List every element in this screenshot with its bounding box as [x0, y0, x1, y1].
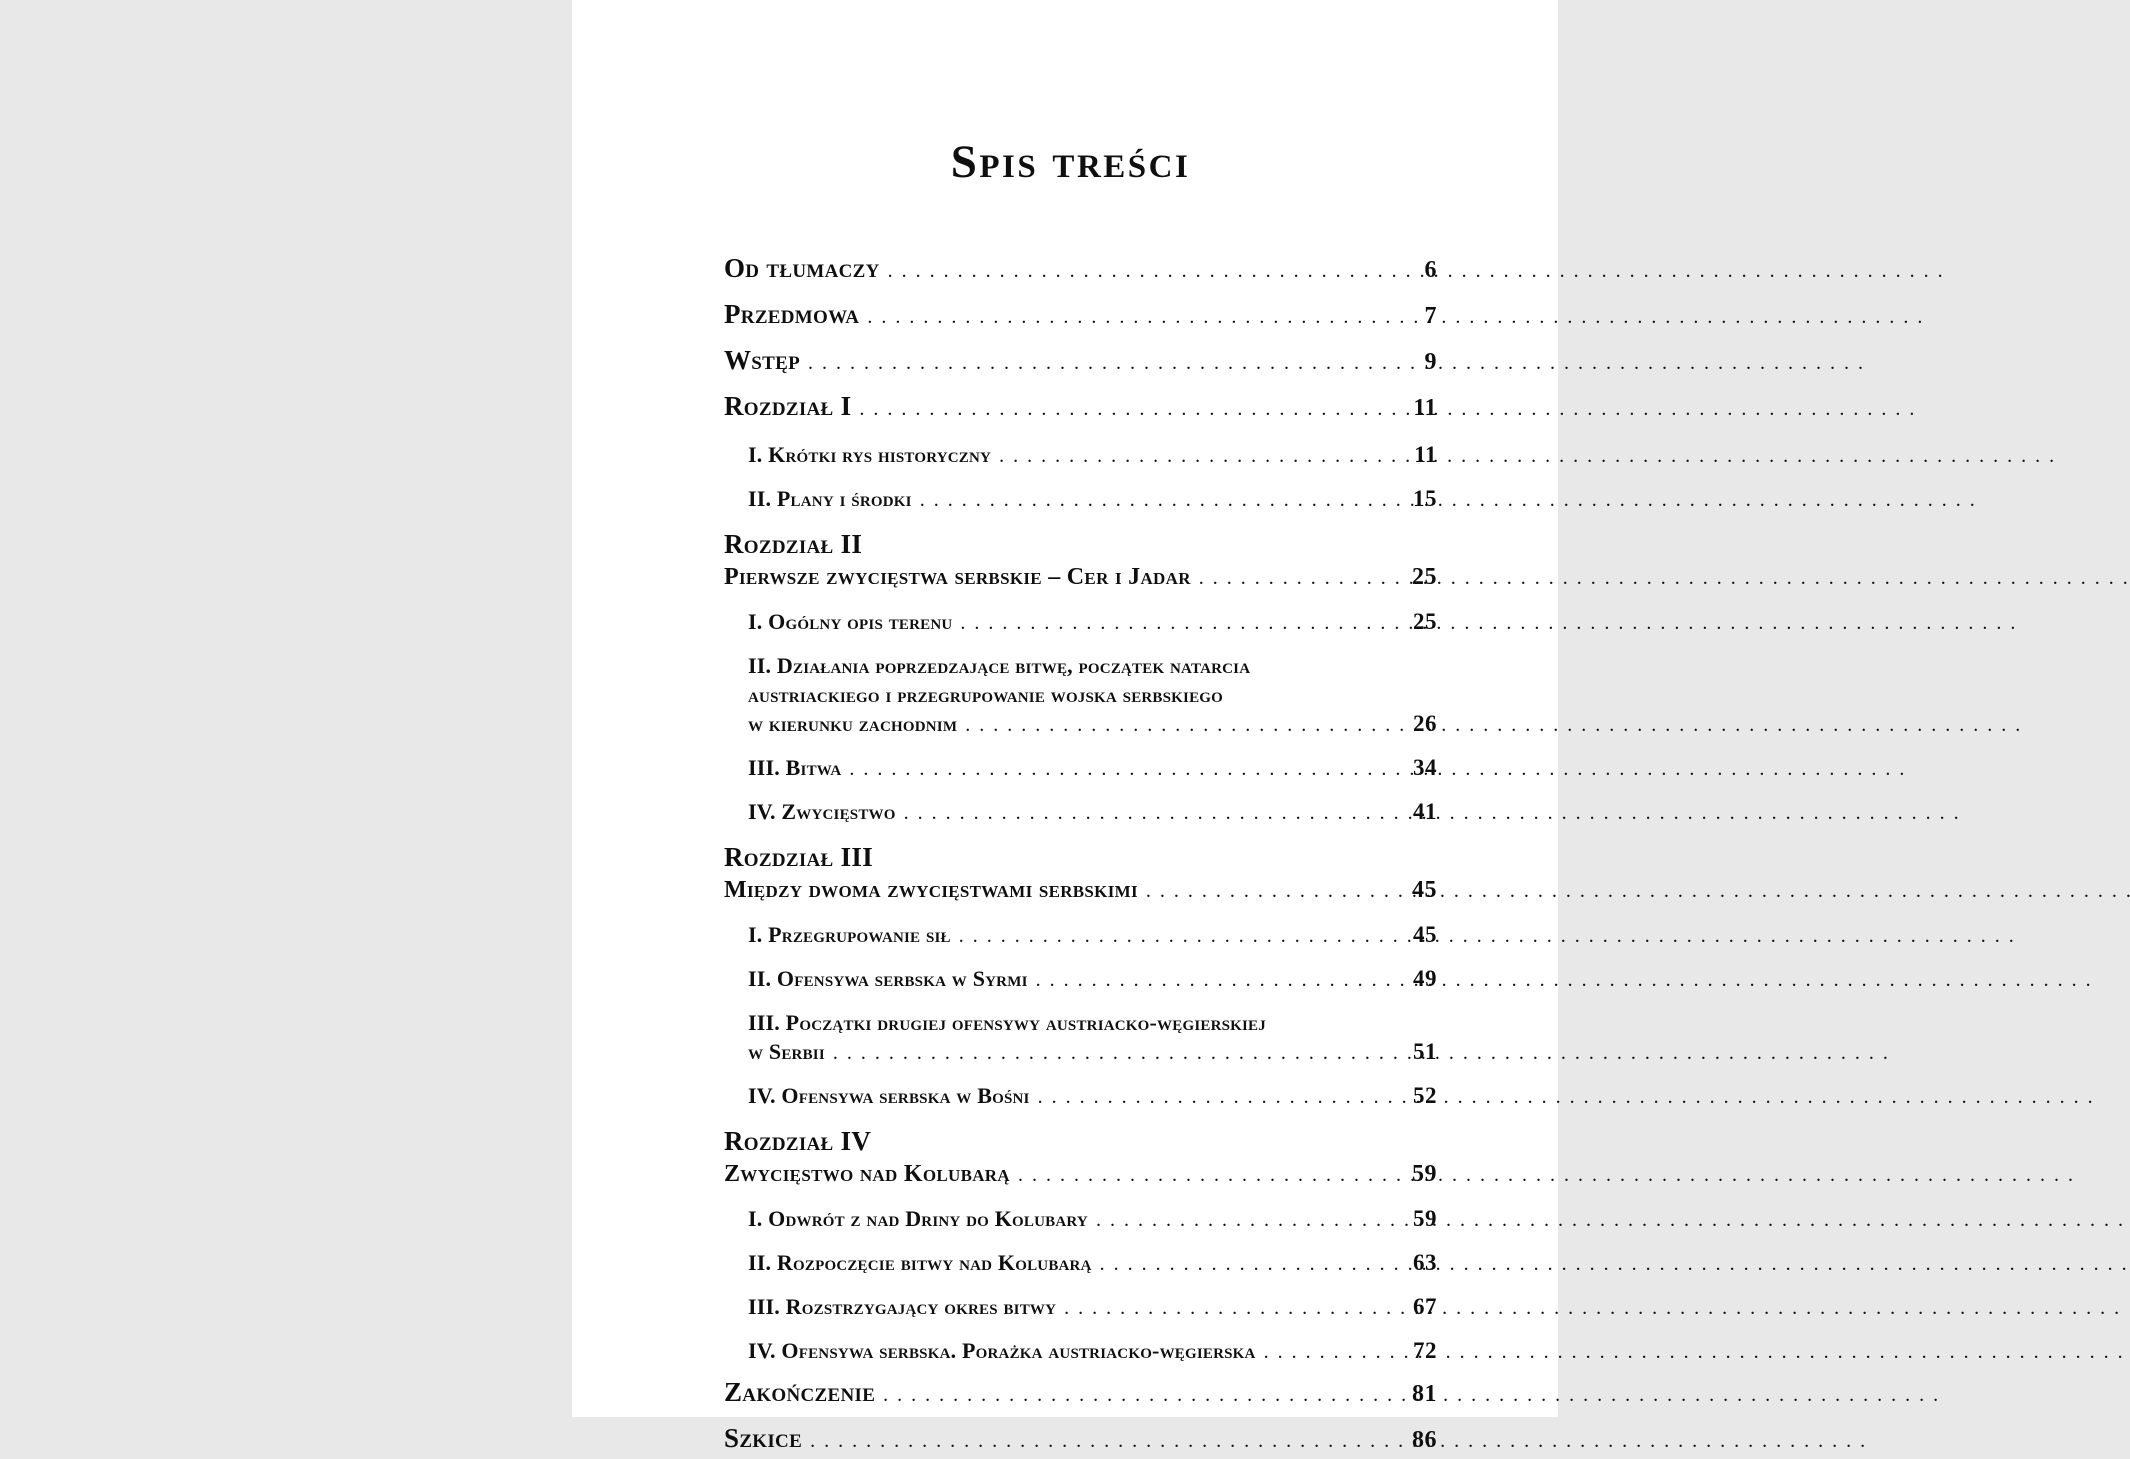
toc-entry-row: [748, 1292, 1437, 1323]
toc-entry-label: I. Odwrót z nad Driny do Kolubary: [748, 1206, 1088, 1232]
toc-page-number: 45: [1413, 922, 1437, 948]
toc-entry-label: IV. Ofensywa serbska w Bośni: [748, 1083, 1030, 1109]
toc-page-number: 45: [1412, 877, 1437, 904]
toc-entry-label: II. Rozpoczęcie bitwy nad Kolubarą: [748, 1250, 1092, 1276]
toc-entry-subsection: [724, 1336, 1437, 1367]
toc-entry-label: III. Rozstrzygający okres bitwy: [748, 1294, 1057, 1320]
toc-entry-chapter-heading: [724, 1124, 1437, 1159]
toc-page-number: 7: [1424, 303, 1437, 330]
toc-entry-row: [748, 1081, 1437, 1112]
toc-entry-label: Rozdział II: [724, 529, 863, 560]
toc-entry-row: [724, 1159, 1437, 1191]
toc-entry-label: Pierwsze zwycięstwa serbskie – Cer i Jadar: [724, 564, 1191, 591]
toc-page-number: 52: [1413, 1083, 1437, 1109]
toc-page-number: 59: [1412, 1161, 1437, 1188]
toc-entry-label: Rozdział IV: [724, 1126, 872, 1157]
toc-entry-row: [724, 562, 1437, 594]
toc-page-number: 72: [1413, 1338, 1437, 1364]
toc-entry-section: [724, 1375, 1437, 1413]
toc-entry-subsection: [724, 1081, 1437, 1112]
dot-leader: [1264, 1338, 1386, 1367]
toc-entry-subsection: [724, 753, 1437, 784]
dot-leader: [810, 1424, 1386, 1459]
toc-entry-label: w Serbii: [748, 1039, 825, 1065]
toc-entry-row: [724, 389, 1437, 427]
dot-leader: [1199, 563, 1386, 594]
dot-leader: [849, 755, 1386, 784]
toc-entry-chapter-title: [724, 875, 1437, 907]
toc-entry-subsection: [724, 797, 1437, 828]
toc-page-number: 11: [1414, 442, 1437, 468]
toc-entry-label: I. Przegrupowanie sił: [748, 922, 951, 948]
toc-entry-line: II. Działania poprzedzające bitwę, początek natarcia: [748, 653, 1251, 679]
toc-entry-section: [724, 389, 1437, 427]
toc-page-number: 49: [1413, 966, 1437, 992]
dot-leader: [965, 711, 1386, 740]
toc-entry-label: Zakończenie: [724, 1377, 876, 1408]
toc-entry-row: [748, 607, 1437, 638]
toc-page-number: 9: [1424, 349, 1437, 376]
toc-page-number: 63: [1413, 1250, 1437, 1276]
toc-entry-chapter-title: [724, 562, 1437, 594]
toc-entry-label: Przedmowa: [724, 299, 860, 330]
page-title: Spis treści: [950, 136, 1191, 188]
toc-entry-label: III. Bitwa: [748, 755, 842, 781]
dot-leader: [859, 392, 1386, 427]
toc-entry-label: w kierunku zachodnim: [748, 711, 958, 737]
dot-leader: [833, 1039, 1386, 1068]
toc-entry-subsection: [724, 1204, 1437, 1235]
toc-entry-subsection: [724, 440, 1437, 471]
toc-list: [724, 251, 1437, 1459]
toc-entry-chapter-title: [724, 1159, 1437, 1191]
dot-leader: [867, 300, 1386, 335]
toc-page-number: 11: [1413, 395, 1437, 422]
toc-entry-subsection: [724, 1292, 1437, 1323]
toc-entry-label: I. Ogólny opis terenu: [748, 609, 953, 635]
toc-entry-line: austriackiego i przegrupowanie wojska serbskiego: [748, 682, 1224, 708]
toc-page-number: 25: [1412, 564, 1437, 591]
toc-entry-row: [748, 753, 1437, 784]
toc-entry-row: [724, 840, 1437, 875]
toc-page-number: 15: [1413, 486, 1437, 512]
dot-leader: [888, 254, 1386, 289]
toc-entry-row: [724, 1375, 1437, 1413]
toc-page-number: 25: [1413, 609, 1437, 635]
toc-entry-row: [724, 297, 1437, 335]
toc-entry-section: [724, 297, 1437, 335]
toc-entry-row: [748, 484, 1437, 515]
toc-entry-row: [724, 343, 1437, 381]
toc-entry-label: Od tłumaczy: [724, 253, 880, 284]
toc-entry-label: IV. Zwycięstwo: [748, 799, 896, 825]
dot-leader: [959, 922, 1386, 951]
toc-entry-row: [748, 709, 1437, 740]
toc-entry-row: [748, 1248, 1437, 1279]
toc-entry-row: [724, 1124, 1437, 1159]
toc-entry-section: [724, 251, 1437, 289]
toc-page-number: 51: [1413, 1039, 1437, 1065]
toc-entry-row: [748, 920, 1437, 951]
toc-entry-subsection: [724, 964, 1437, 995]
toc-entry-line: III. Początki drugiej ofensywy austriacko-węgierskiej: [748, 1010, 1266, 1036]
toc-entry-subsection: [724, 920, 1437, 951]
toc-entry-label: Między dwoma zwycięstwami serbskimi: [724, 877, 1138, 904]
toc-entry-row: [748, 1037, 1437, 1068]
toc-page-number: 67: [1413, 1294, 1437, 1320]
toc-page-number: 26: [1413, 711, 1437, 737]
dot-leader: [904, 799, 1386, 828]
document-page: [572, 0, 1558, 1454]
dot-leader: [1064, 1294, 1386, 1323]
toc-page-number: 86: [1412, 1427, 1437, 1454]
toc-entry-row: [724, 1421, 1437, 1459]
dot-leader: [1036, 966, 1386, 995]
toc-entry-label: Szkice: [724, 1423, 803, 1454]
toc-entry-subsection: [724, 607, 1437, 638]
toc-entry-label: II. Plany i środki: [748, 486, 912, 512]
toc-entry-row: [724, 527, 1437, 562]
toc-entry-section: [724, 1421, 1437, 1459]
dot-leader: [960, 609, 1386, 638]
toc-entry-row: [724, 251, 1437, 289]
toc-entry-label: Zwycięstwo nad Kolubarą: [724, 1161, 1010, 1188]
toc-entry-chapter-heading: [724, 840, 1437, 875]
toc-page-number: 34: [1413, 755, 1437, 781]
toc-entry-row: [748, 1336, 1437, 1367]
toc-entry-label: II. Ofensywa serbska w Syrmi: [748, 966, 1028, 992]
dot-leader: [999, 442, 1386, 471]
toc-page-number: 41: [1413, 799, 1437, 825]
toc-entry-section: [724, 343, 1437, 381]
toc-entry-label: Rozdział I: [724, 391, 852, 422]
dot-leader: [920, 486, 1386, 515]
toc-entry-label: I. Krótki rys historyczny: [748, 442, 992, 468]
dot-leader: [1100, 1250, 1386, 1279]
toc-page-number: 59: [1413, 1206, 1437, 1232]
toc-entry-label: Rozdział III: [724, 842, 874, 873]
dot-leader: [1146, 876, 1386, 907]
dot-leader: [1096, 1206, 1386, 1235]
dot-leader: [808, 346, 1386, 381]
dot-leader: [1018, 1160, 1386, 1191]
toc-entry-subsection: [724, 1008, 1437, 1068]
toc-entry-subsection: [724, 484, 1437, 515]
toc-entry-subsection: [724, 651, 1437, 740]
dot-leader: [1038, 1083, 1386, 1112]
toc-entry-row: [748, 440, 1437, 471]
toc-page-number: 81: [1412, 1381, 1437, 1408]
toc-entry-label: IV. Ofensywa serbska. Porażka austriacko-węgierska: [748, 1338, 1256, 1364]
toc-entry-row: [724, 875, 1437, 907]
toc-entry-label: Wstęp: [724, 345, 801, 376]
toc-entry-subsection: [724, 1248, 1437, 1279]
toc-entry-row: [748, 1204, 1437, 1235]
toc-entry-row: [748, 797, 1437, 828]
toc-entry-chapter-heading: [724, 527, 1437, 562]
toc-page-number: 6: [1424, 257, 1437, 284]
toc-entry-row: [748, 964, 1437, 995]
dot-leader: [883, 1378, 1386, 1413]
